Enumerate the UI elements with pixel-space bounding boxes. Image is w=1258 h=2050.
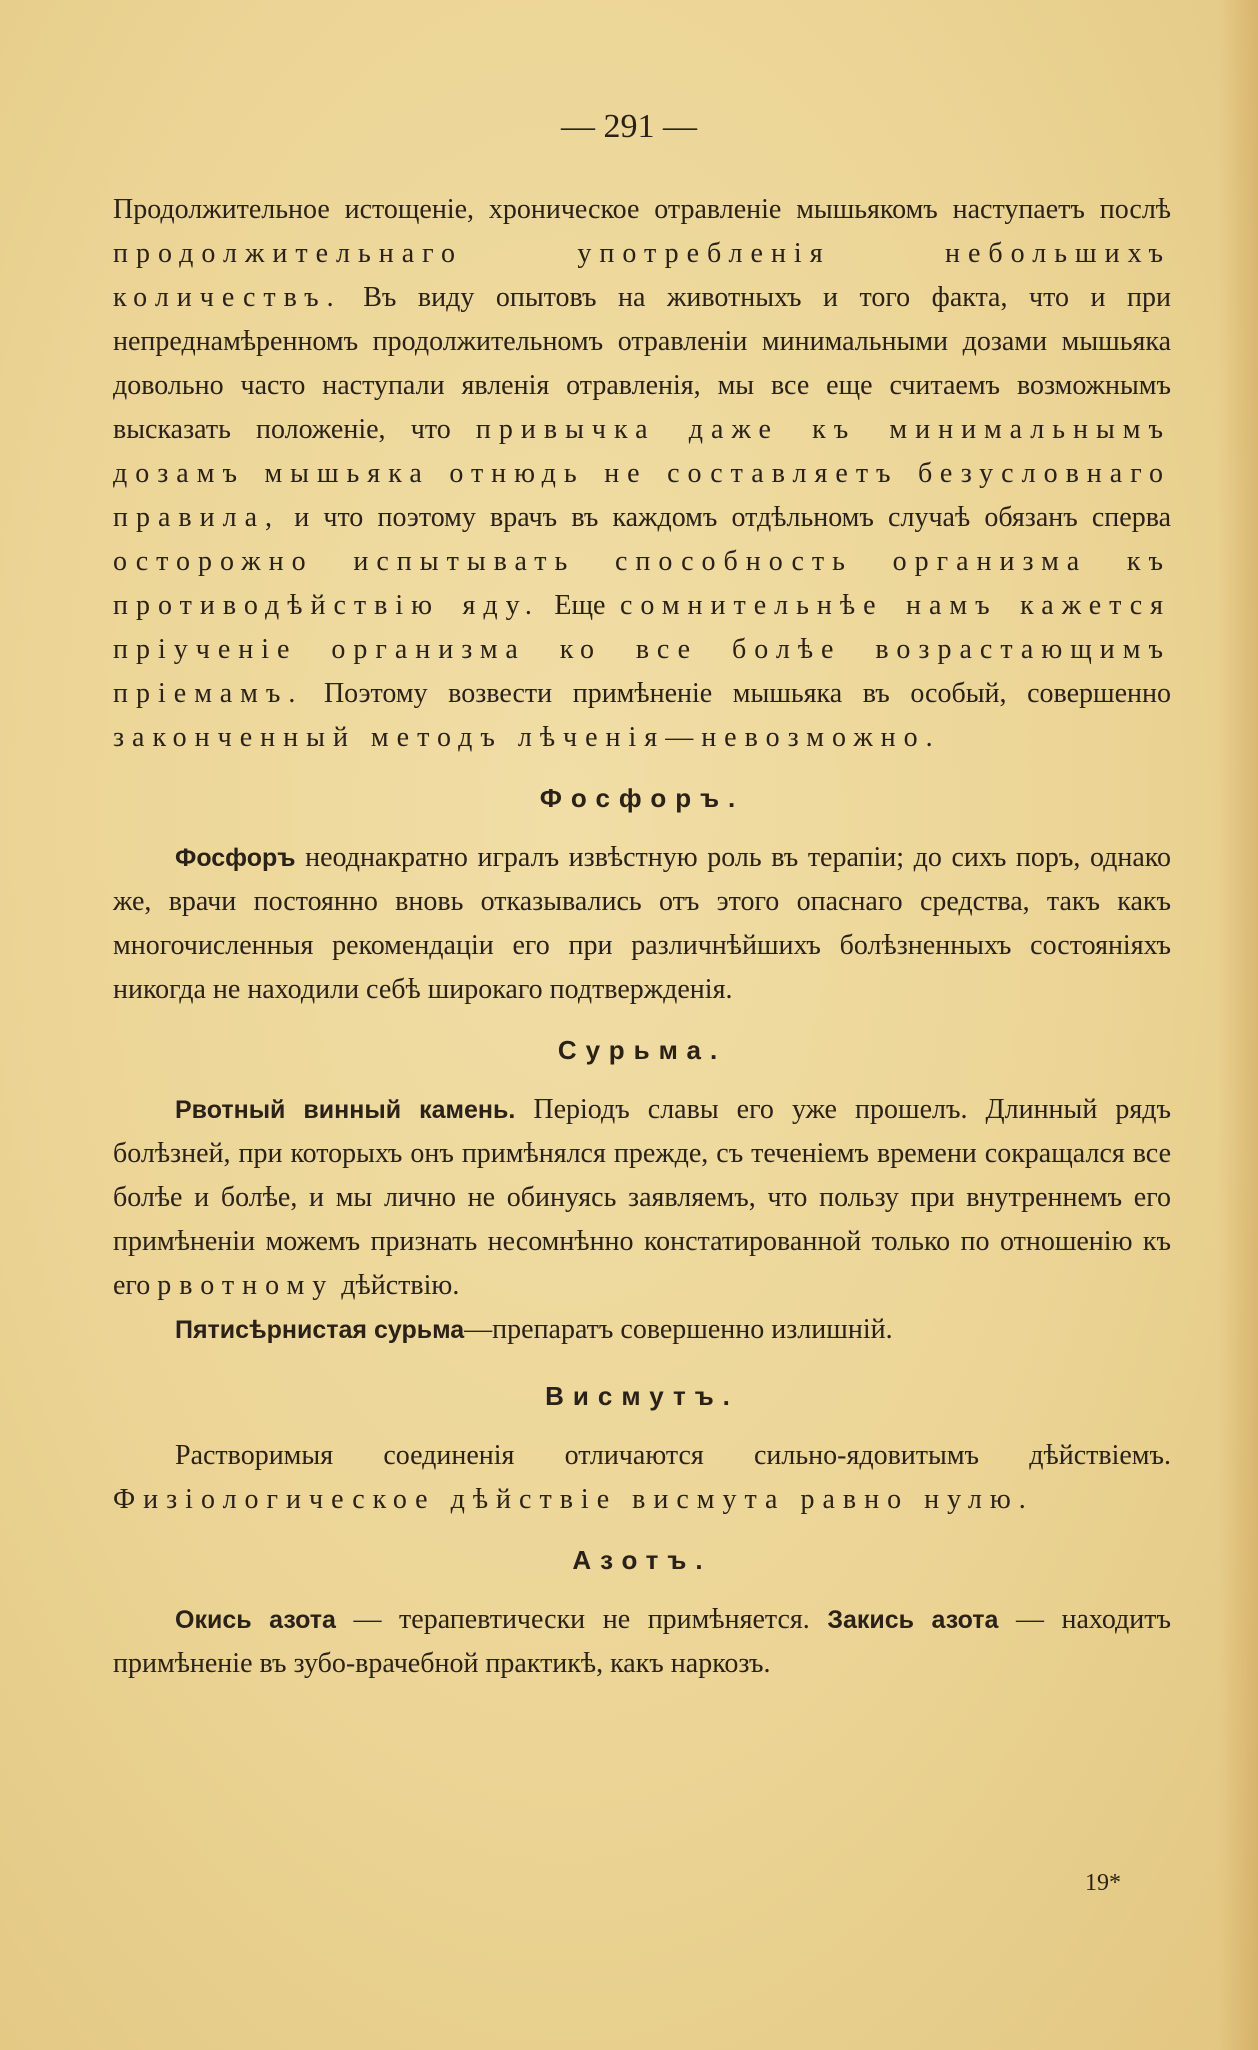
text-run: —препаратъ совершенно излишній. <box>464 1314 893 1345</box>
text-run: дѣйствію. <box>334 1270 460 1301</box>
page-body <box>113 188 1171 1686</box>
emphasis-text: продолжительнаго употребленія небольшихъ количествъ. <box>113 238 1171 313</box>
signature-mark: 19* <box>1085 1870 1121 1896</box>
section-heading-antimony: Сурьма. <box>557 1035 727 1065</box>
text-run: Періодъ славы его уже прошелъ. Длинный рядъ болѣзней, при которыхъ онъ примѣнялся прежде, съ теченіемъ времени сокращался все болѣе и болѣе, и мы лично не обинуясь заявляемъ, что пользу при внутреннемъ его примѣненіи можемъ признать несомнѣнно констатированной только по отношенію къ его <box>113 1094 1171 1301</box>
paragraph-arsenic <box>113 188 1171 760</box>
term-phosphorus: Фосфоръ <box>175 844 296 872</box>
emphasis-text: сомнительнѣе намъ кажется пріученіе организма ко все болѣе возрастающимъ пріемамъ. <box>113 590 1172 709</box>
text-run: Поэтому возвести примѣненіе мышьяка въ особый, совершенно <box>303 678 1171 709</box>
paragraph-bismuth <box>113 1434 1171 1522</box>
text-run: неоднакратно игралъ извѣстную роль въ терапіи; до сихъ поръ, однако же, врачи постоянно вновь отказывались отъ этого опаснаго средства, такъ какъ многочисленныя рекомендаціи его при различнѣйшихъ болѣзненныхъ состояніяхъ никогда не находили себѣ широкаго подтвержденія. <box>113 842 1171 1005</box>
text-run: — находитъ примѣненіе въ зубо-врачебной практикѣ, какъ наркозъ. <box>113 1604 1171 1679</box>
paragraph-nitrogen <box>113 1598 1171 1686</box>
text-run: Продолжительное истощеніе, хроническое отравленіе мышьякомъ наступаетъ послѣ <box>113 194 1171 225</box>
section-heading-bismuth: Висмутъ. <box>545 1381 739 1411</box>
emphasis-text: осторожно испытывать способность организма къ противодѣйствію яду. <box>113 546 1171 621</box>
paragraph-phosphorus <box>113 836 1171 1012</box>
paragraph-tartar-emetic <box>113 1088 1171 1308</box>
emphasis-text: рвотному <box>157 1270 335 1301</box>
term-tartar-emetic: Рвотный винный камень. <box>175 1096 516 1124</box>
emphasis-text: Физіологическое дѣйствіе висмута равно нулю. <box>113 1484 1034 1515</box>
emphasis-text: законченный методъ лѣченія—невозможно. <box>113 722 941 753</box>
text-run: и что поэтому врачъ въ каждомъ отдѣльномъ случаѣ обязанъ сперва <box>280 502 1171 533</box>
section-heading-nitrogen: Азотъ. <box>572 1545 712 1575</box>
text-run: Растворимыя соединенія отличаются сильно-ядовитымъ дѣйствіемъ. <box>175 1440 1171 1471</box>
paragraph-antimony-pentasulfide <box>113 1308 1171 1352</box>
text-run: Въ виду опытовъ на животныхъ и того факта, что и при непреднамѣренномъ продолжительномъ отравленіи минимальными дозами мышьяка довольно часто наступали явленія отравленія, мы все еще считаемъ возможнымъ высказать положеніе, что <box>113 282 1171 445</box>
term-antimony-pentasulfide: Пятисѣрнистая сурьма <box>175 1316 465 1344</box>
text-run: Еще <box>539 590 620 621</box>
section-heading-phosphorus: Фосфоръ. <box>539 783 745 813</box>
term-nitrous-oxide: Закись азота <box>827 1606 999 1634</box>
term-nitric-oxide: Окись азота <box>175 1606 336 1634</box>
page-number: — 291 — <box>561 108 697 145</box>
page-edge-stain <box>1218 0 1258 2050</box>
text-run: — терапевтически не примѣняется. <box>335 1604 828 1635</box>
emphasis-text: привычка даже къ минимальнымъ дозамъ мышьяка отнюдь не составляетъ безусловнаго правила, <box>113 414 1171 533</box>
